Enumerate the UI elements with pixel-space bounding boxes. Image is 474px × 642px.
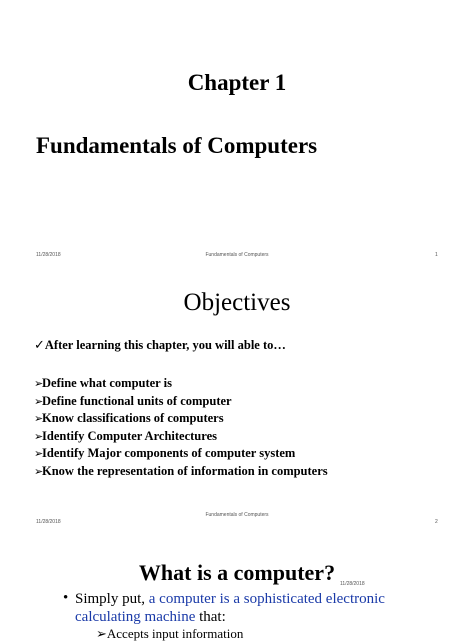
bullet-icon: •: [63, 590, 69, 606]
slide-title: What is a computer?: [138, 560, 336, 585]
arrow-bullet-icon: ➢: [34, 412, 44, 426]
arrow-bullet-icon: ➢: [34, 429, 44, 443]
slide-2: [0, 270, 474, 532]
slide-1: [0, 0, 474, 270]
footer-page-number: 1: [435, 252, 438, 258]
definition-end: that:: [195, 609, 226, 625]
arrow-bullet-icon: ➢: [34, 377, 44, 390]
objectives-intro-text: After learning this chapter, you will able to…: [44, 338, 286, 352]
definition-highlight: a computer is a sophisticated electronic calculating machine: [75, 591, 385, 625]
footer-date: 11/28/2018: [36, 252, 61, 258]
arrow-bullet-icon: ➢: [34, 464, 44, 478]
chapter-subtitle: Fundamentals of Computers: [36, 133, 318, 158]
checkmark-icon: ✓: [34, 338, 45, 353]
list-item: [34, 463, 328, 481]
list-item: [34, 375, 328, 393]
list-item: [34, 393, 328, 411]
footer-date: 11/28/2018: [36, 519, 61, 525]
definition-plain: Simply put,: [75, 591, 149, 607]
definition-text: [75, 590, 395, 626]
footer-title: Fundamentals of Computers: [205, 252, 269, 258]
list-item-text: Know classifications of computers: [42, 411, 224, 426]
footer-title: Fundamentals of Computers: [205, 512, 269, 518]
slide-date: 11/28/2018: [340, 581, 365, 587]
list-item-text: Define functional units of computer: [42, 393, 232, 408]
arrow-bullet-icon: ➢: [34, 447, 44, 461]
list-item-text: Define what computer is: [42, 376, 172, 390]
chapter-title: Chapter 1: [187, 70, 287, 95]
objectives-list: [34, 375, 328, 481]
list-item-text: Identify Computer Architectures: [42, 428, 217, 443]
footer-page-number: 2: [435, 519, 438, 525]
list-item: [34, 445, 328, 463]
list-item: [34, 410, 328, 428]
objectives-intro: [34, 338, 286, 353]
list-item-text: Identify Major components of computer system: [42, 446, 296, 461]
slide-3: [0, 532, 474, 641]
sub-bullet-text: ➢Accepts input information: [96, 626, 244, 641]
arrow-bullet-icon: ➢: [34, 394, 44, 408]
objectives-title: Objectives: [183, 289, 291, 316]
list-item: [34, 428, 328, 446]
list-item-text: Know the representation of information in computers: [42, 463, 328, 478]
